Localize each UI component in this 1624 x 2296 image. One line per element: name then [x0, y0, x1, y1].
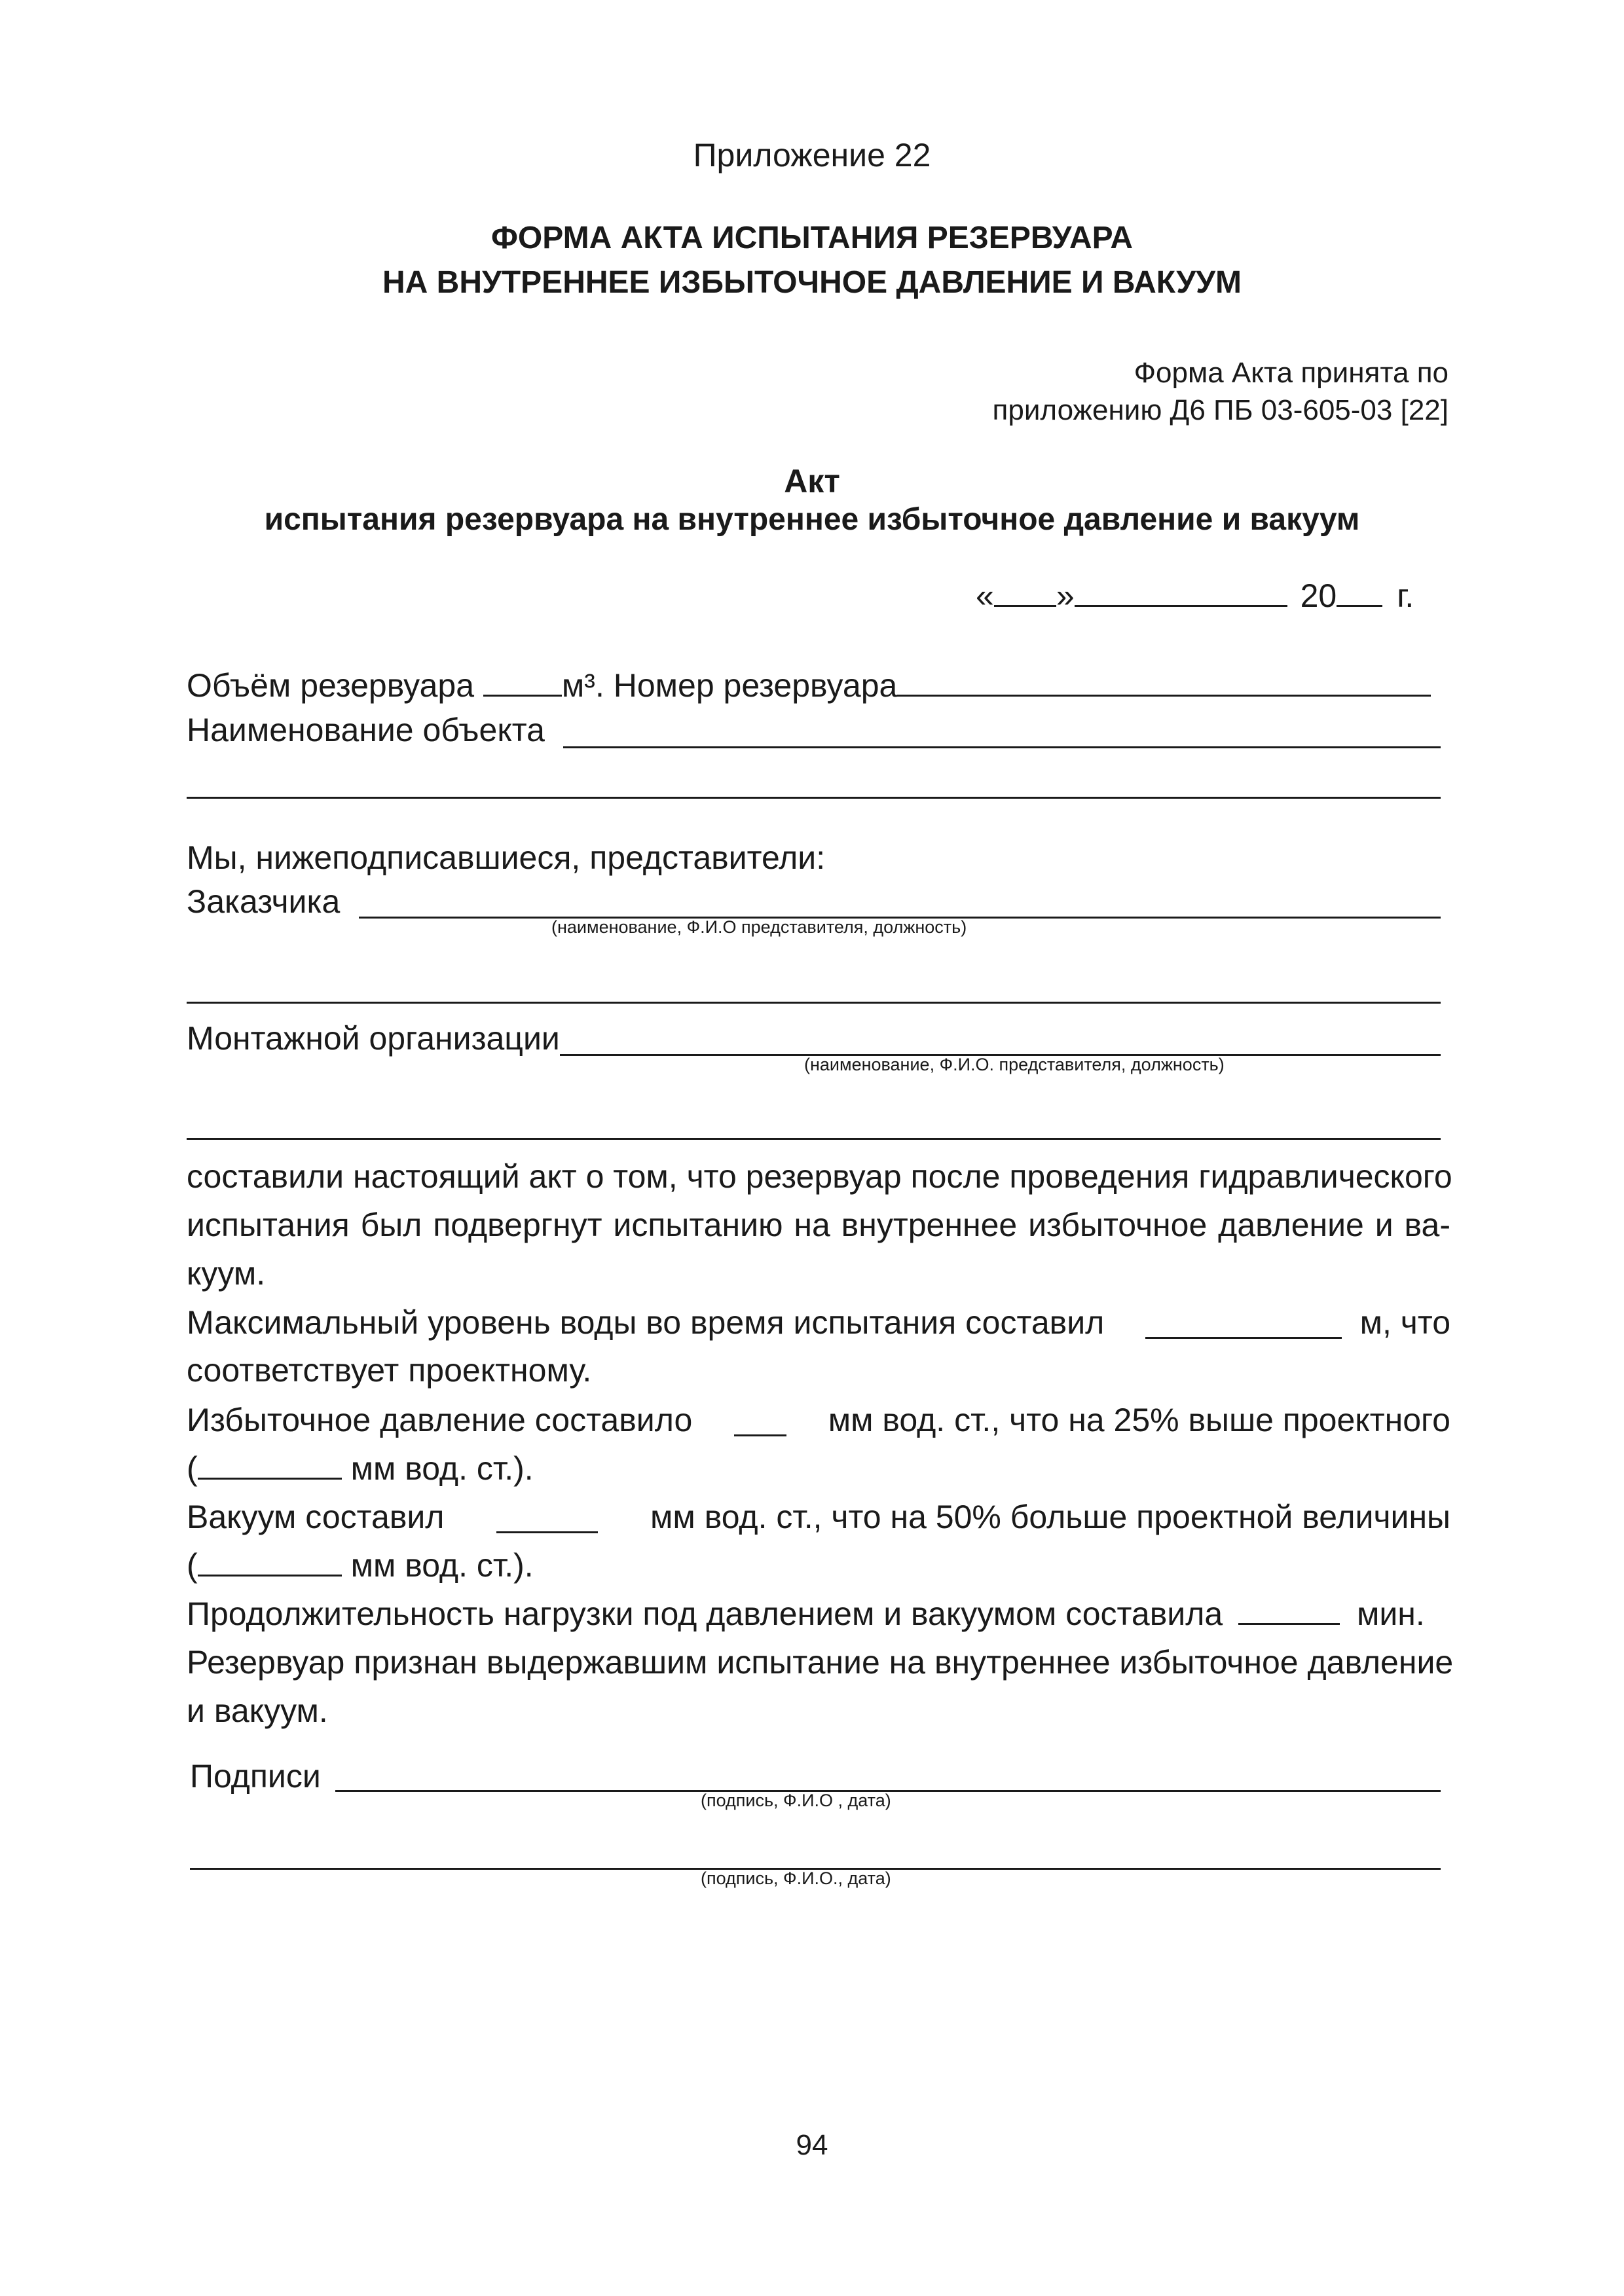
- vacuum-text: Вакуум составил: [187, 1499, 445, 1535]
- volume-unit-label: м³. Номер резервуара: [561, 667, 898, 704]
- water-level-line2: соответствует проектному.: [187, 1352, 592, 1389]
- vacuum-line: [187, 1501, 1450, 1533]
- volume-line: [187, 669, 1431, 702]
- date-day-blank[interactable]: [994, 580, 1056, 607]
- pressure-line2: [187, 1452, 534, 1485]
- pressure-line: [187, 1404, 1450, 1436]
- date-month-blank[interactable]: [1075, 580, 1287, 607]
- signature-caption-2: (подпись, Ф.И.О., дата): [701, 1868, 891, 1888]
- vacuum-open-paren: (: [187, 1547, 198, 1584]
- act-heading: Акт: [784, 463, 840, 500]
- signature-caption-1: (подпись, Ф.И.О , дата): [701, 1791, 891, 1810]
- act-subheading: испытания резервуара на внутреннее избыточное давление и вакуум: [264, 502, 1360, 537]
- vacuum-line2: [187, 1549, 534, 1582]
- body-p1-line1: составили настоящий акт о том, что резервуар после проведения гидравлического: [187, 1158, 1452, 1195]
- installer-line-2[interactable]: [187, 1138, 1441, 1140]
- water-level-unit: м, что: [1359, 1304, 1450, 1341]
- customer-caption: (наименование, Ф.И.О представителя, должность): [551, 917, 967, 937]
- water-level-text: Максимальный уровень воды во время испытания составил: [187, 1304, 1105, 1341]
- water-level-line: [187, 1306, 1450, 1339]
- duration-line: [187, 1597, 1425, 1630]
- date-year-blank[interactable]: [1337, 580, 1382, 607]
- duration-text: Продолжительность нагрузки под давлением и вакуумом составила: [187, 1595, 1223, 1632]
- date-line[interactable]: [976, 579, 1414, 612]
- customer-line-2[interactable]: [187, 1002, 1441, 1004]
- date-year-prefix: 20: [1300, 577, 1337, 614]
- pressure-open-paren: (: [187, 1450, 198, 1487]
- customer-label: Заказчика: [187, 883, 341, 920]
- page-number: 94: [796, 2129, 828, 2161]
- form-title-line1: ФОРМА АКТА ИСПЫТАНИЯ РЕЗЕРВУАРА: [490, 221, 1134, 255]
- pressure-blank[interactable]: [734, 1410, 786, 1436]
- pressure-design-blank[interactable]: [198, 1453, 342, 1480]
- installer-caption: (наименование, Ф.И.О. представителя, должность): [804, 1055, 1225, 1074]
- pressure-line2-rest: мм вод. ст.).: [350, 1450, 534, 1487]
- date-close-quote: »: [1056, 577, 1075, 614]
- vacuum-text-rest: мм вод. ст., что на 50% больше проектной величины: [650, 1499, 1450, 1535]
- object-name-line-2[interactable]: [187, 797, 1441, 799]
- conclusion-line2: и вакуум.: [187, 1692, 328, 1729]
- object-label: Наименование объекта: [187, 712, 545, 748]
- body-p1-line3: куум.: [187, 1255, 266, 1292]
- vacuum-line2-rest: мм вод. ст.).: [350, 1547, 534, 1584]
- form-note-line2: приложению Д6 ПБ 03-605-03 [22]: [992, 394, 1449, 426]
- form-note-line1: Форма Акта принята по: [1134, 357, 1449, 389]
- duration-blank[interactable]: [1238, 1598, 1340, 1625]
- form-title-line2: НА ВНУТРЕННЕЕ ИЗБЫТОЧНОЕ ДАВЛЕНИЕ И ВАКУУМ: [382, 265, 1242, 300]
- vacuum-blank[interactable]: [496, 1506, 598, 1533]
- tank-number-blank[interactable]: [897, 670, 1431, 697]
- date-open-quote: «: [976, 577, 994, 614]
- conclusion-line1: Резервуар признан выдержавшим испытание на внутреннее избыточное давление: [187, 1644, 1454, 1681]
- appendix-label: Приложение 22: [693, 137, 931, 173]
- vacuum-design-blank[interactable]: [198, 1550, 342, 1576]
- duration-unit: мин.: [1357, 1595, 1425, 1632]
- installer-label: Монтажной организации: [187, 1020, 560, 1057]
- signatures-label: Подписи: [190, 1758, 321, 1795]
- object-name-line[interactable]: [563, 746, 1441, 748]
- volume-label: Объём резервуара: [187, 667, 475, 704]
- date-year-suffix: г.: [1397, 577, 1414, 614]
- water-level-blank[interactable]: [1145, 1312, 1342, 1339]
- body-p1-line2: испытания был подвергнут испытанию на внутреннее избыточное давление и ва-: [187, 1207, 1450, 1243]
- pressure-text: Избыточное давление составило: [187, 1402, 693, 1438]
- volume-blank[interactable]: [483, 670, 562, 697]
- pressure-text-rest: мм вод. ст., что на 25% выше проектного: [828, 1402, 1450, 1438]
- undersigned-text: Мы, нижеподписавшиеся, представители:: [187, 839, 826, 876]
